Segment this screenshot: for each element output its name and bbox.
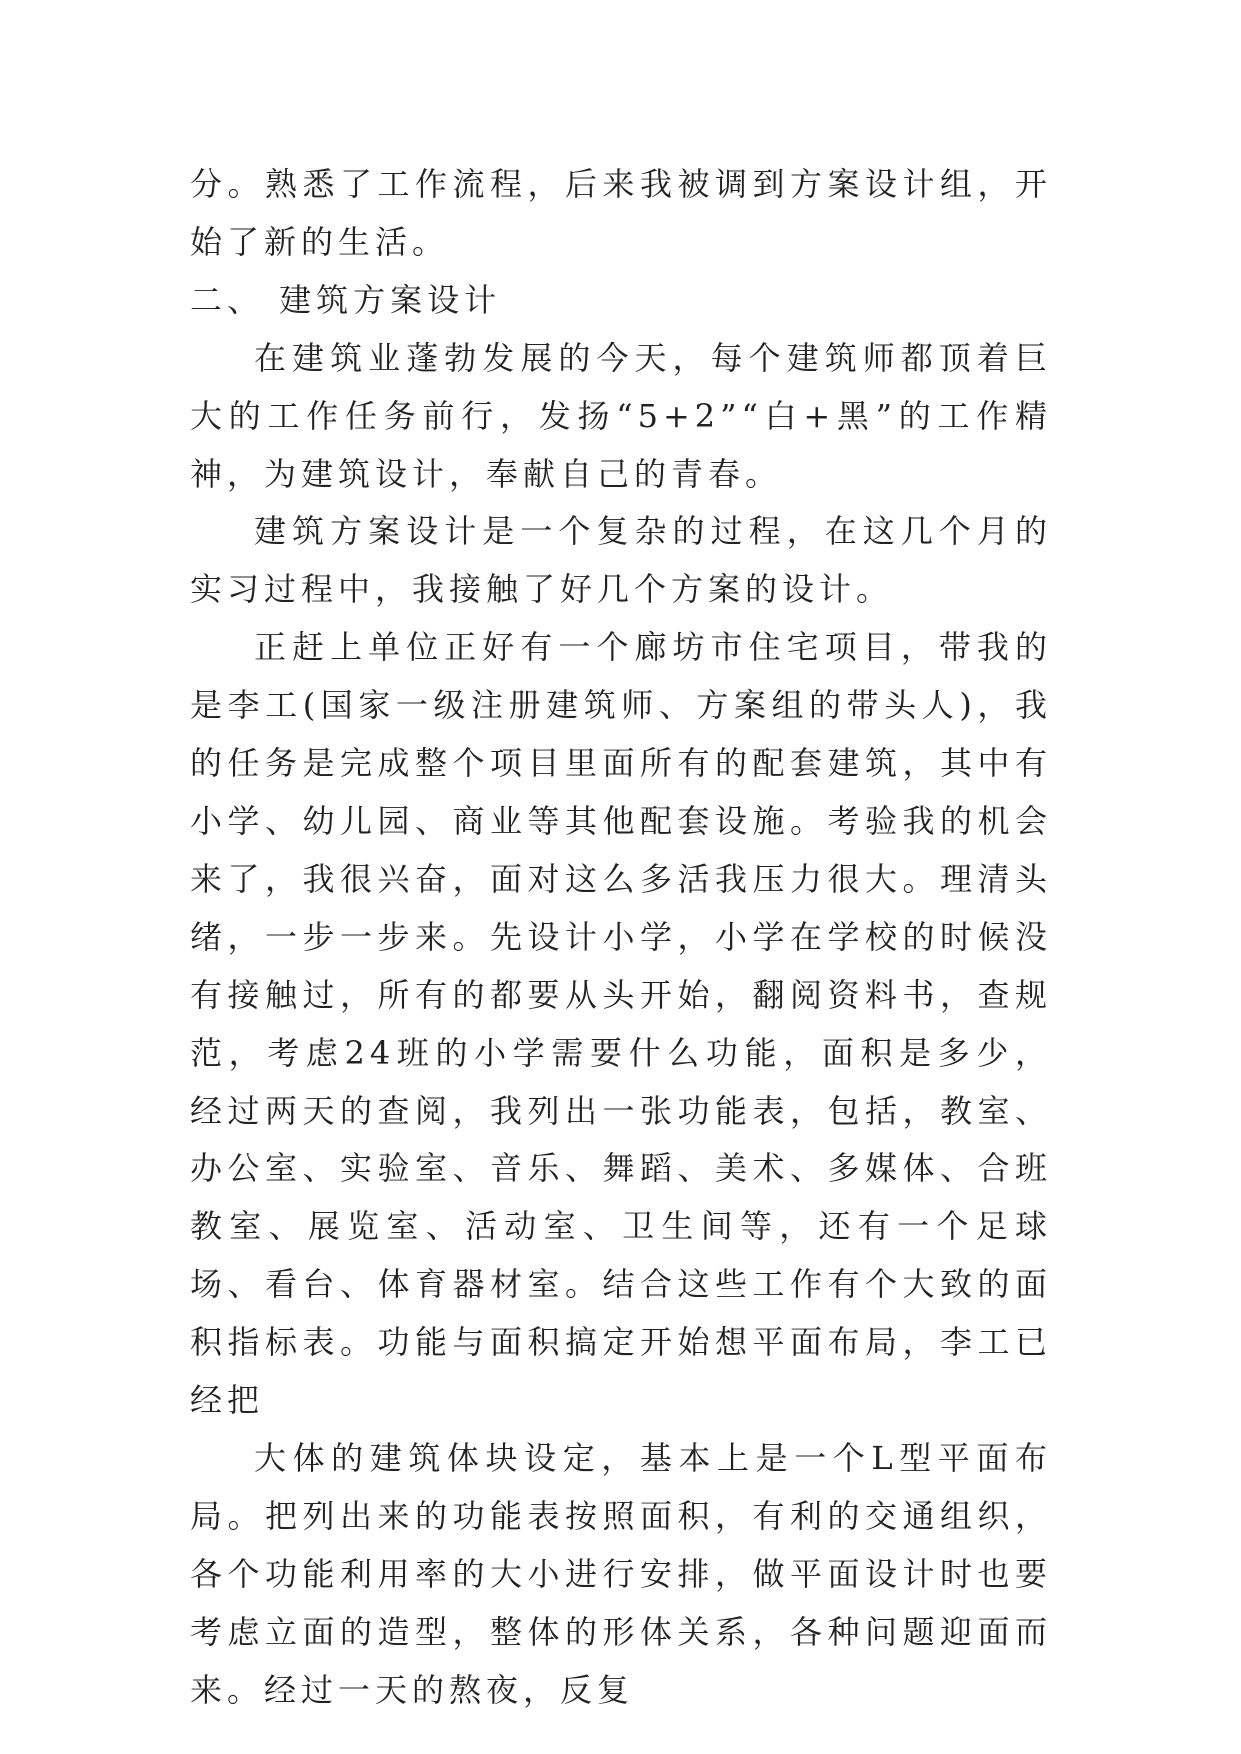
paragraph: 正赶上单位正好有一个廊坊市住宅项目，带我的是李工(国家一级注册建筑师、方案组的带头人)，我的任务是完成整个项目里面所有的配套建筑，其中有小学、幼儿园、商业等其他配套设施。考验我的机会来了，我很兴奋，面对这么多活我压力很大。理清头绪，一步一步来。先设计小学，小学在学校的时候没有接触过，所有的都要从头开始，翻阅资料书，查规范，考虑24班的小学需要什么功能，面积是多少，经过两天的查阅，我列出一张功能表，包括，教室、办公室、实验室、音乐、舞蹈、美术、多媒体、合班教室、展览室、活动室、卫生间等，还有一个足球场、看台、体育器材室。结合这些工作有个大致的面积指标表。功能与面积搞定开始想平面布局，李工已经把 xyxy=(190,628,1052,1420)
paragraph-continuation: 分。熟悉了工作流程，后来我被调到方案设计组，开始了新的生活。 xyxy=(190,165,1052,261)
paragraph: 大体的建筑体块设定，基本上是一个L型平面布局。把列出来的功能表按照面积，有利的交通组织，各个功能利用率的大小进行安排，做平面设计时也要考虑立面的造型，整体的形体关系，各种问题迎面而来。经过一天的熬夜，反复 xyxy=(190,1438,1052,1709)
section-heading: 二、 建筑方案设计 xyxy=(190,280,502,319)
paragraph: 在建筑业蓬勃发展的今天，每个建筑师都顶着巨大的工作任务前行，发扬“5+2”“白+黑”的工作精神，为建筑设计，奉献自己的青春。 xyxy=(190,338,1052,493)
document-body xyxy=(190,156,1052,1719)
paragraph: 建筑方案设计是一个复杂的过程，在这几个月的实习过程中，我接触了好几个方案的设计。 xyxy=(190,512,1052,609)
